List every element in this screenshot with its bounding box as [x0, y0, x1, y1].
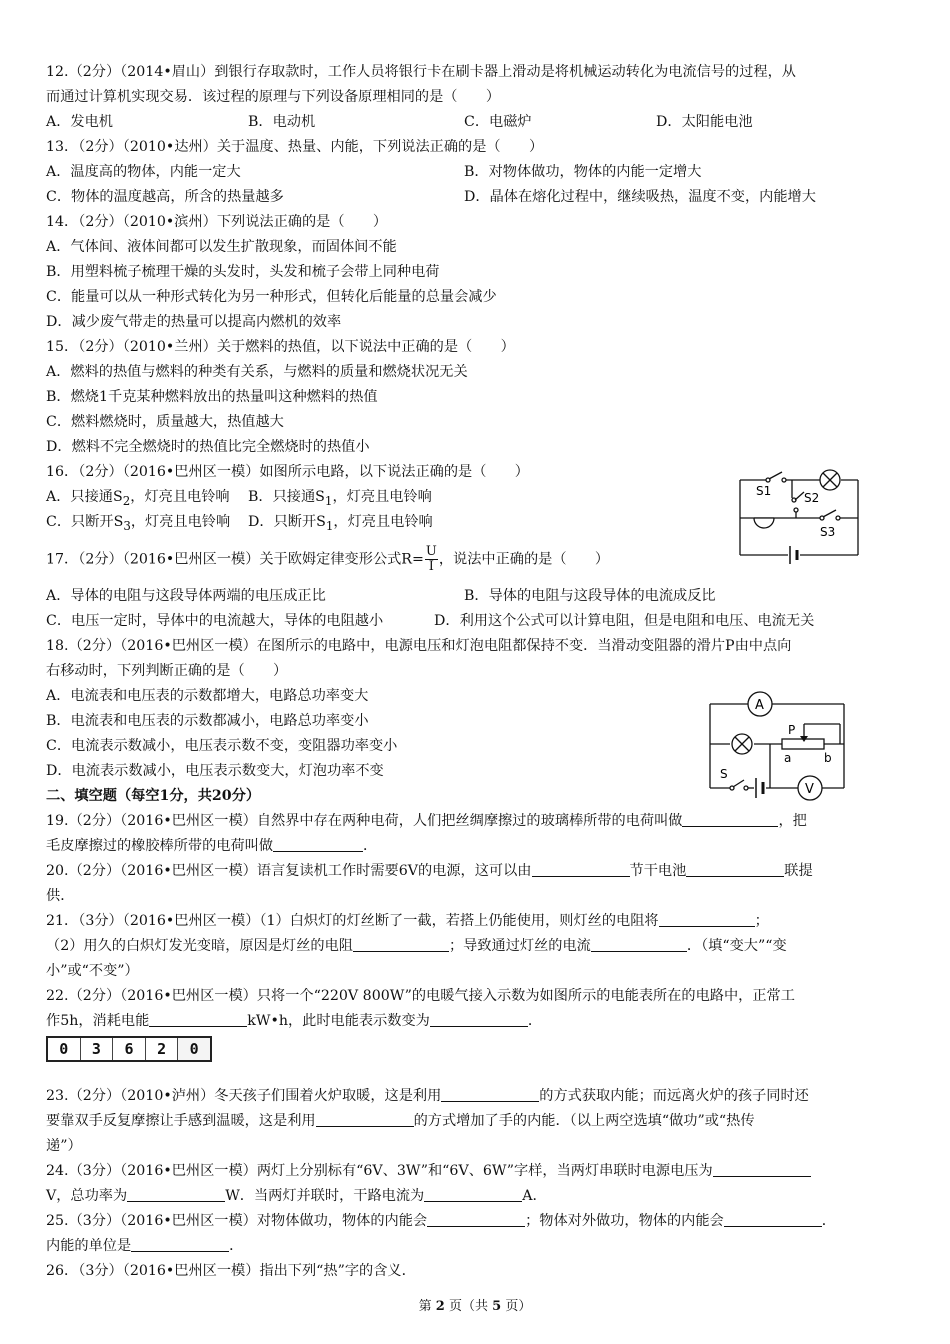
q18-option-c: C．电流表示数减小，电压表示数不变，变阻器功率变小: [46, 738, 398, 754]
q25-line2: 内能的单位是 ．: [46, 1238, 244, 1254]
q21-blank-2[interactable]: [353, 937, 449, 952]
q16-option-a: A．只接通$S_2$，灯亮且电铃响: [46, 489, 230, 508]
q14-option-d: D．减少废气带走的热量可以提高内燃机的效率: [46, 314, 342, 330]
q14-option-c: C．能量可以从一种形式转化为另一种形式，但转化后能量的总量会减少: [46, 289, 497, 305]
q12-option-d: D．太阳能电池: [656, 114, 753, 130]
q21-blank-1[interactable]: [659, 912, 755, 927]
q15-option-c: C．燃料燃烧时，质量越大，热值越大: [46, 414, 284, 430]
q12-stem-line2: 而通过计算机实现交易．该过程的原理与下列设备原理相同的是（ ）: [46, 89, 501, 105]
lamp-icon: [820, 470, 840, 490]
battery-icon: [790, 546, 797, 564]
voltmeter-icon: [798, 776, 822, 800]
q24-blank-1[interactable]: [713, 1162, 811, 1177]
meter-digit: 3: [81, 1038, 114, 1060]
q24-blank-2[interactable]: [127, 1187, 225, 1202]
q18-fig-label-s: S: [720, 767, 728, 781]
meter-digit-decimal: 0: [178, 1038, 210, 1060]
q23-line3: 递”）: [46, 1138, 82, 1154]
q23-blank-1[interactable]: [441, 1087, 539, 1102]
q15-option-a: A．燃料的热值与燃料的种类有关系，与燃料的质量和燃烧状况无关: [46, 364, 468, 380]
q24-blank-3[interactable]: [424, 1187, 522, 1202]
q15-stem: 15．（2分）（2010•兰州）关于燃料的热值，以下说法中正确的是（ ）: [46, 339, 515, 355]
q12-stem-line1: 12.（2分）（2014•眉山）到银行存取款时，工作人员将银行卡在刷卡器上滑动是将机械运动转化为电流信号的过程，从: [46, 64, 796, 80]
q18-circuit-diagram: [700, 686, 860, 804]
q26-stem: 26．（3分）（2016•巴州区一模）指出下列“热”字的含义．: [46, 1263, 416, 1279]
q13-option-b: B．对物体做功，物体的内能一定增大: [464, 164, 702, 180]
q24-line1: 24.（3分）（2016•巴州区一模）两灯上分别标有“6V、3W”和“6V、6W”字样，当两灯串联时电源电压为: [46, 1162, 811, 1180]
q15-option-b: B．燃烧1千克某种燃料放出的热量叫这种燃料的热值: [46, 389, 378, 405]
q21-line2: （2）用久的白炽灯发光变暗，原因是灯丝的电阻 ；导致通过灯丝的电流 ．（填“变大”“变: [46, 938, 787, 954]
q25-blank-3[interactable]: [131, 1237, 229, 1252]
q12-option-b: B．电动机: [248, 114, 316, 130]
q18-stem-line2: 右移动时，下列判断正确的是（ ）: [46, 663, 288, 679]
q19-blank-1[interactable]: [682, 812, 778, 827]
q18-fig-label-p: P: [788, 723, 796, 737]
q18-option-d: D．电流表示数减小，电压表示数变大，灯泡功率不变: [46, 763, 384, 779]
meter-digit: 6: [113, 1038, 146, 1060]
q13-stem: 13．（2分）（2010•达州）关于温度、热量、内能，下列说法正确的是（ ）: [46, 139, 544, 155]
q17-option-d: D．利用这个公式可以计算电阻，但是电阻和电压、电流无关: [434, 613, 815, 629]
q18-fig-label-a: a: [784, 751, 792, 765]
q21-line3: 小”或“不变”）: [46, 963, 139, 979]
svg-text:V: V: [805, 782, 814, 797]
q16-option-d: D．只断开$S_1$，灯亮且电铃响: [248, 514, 433, 533]
q14-option-b: B．用塑料梳子梳理干燥的头发时，头发和梳子会带上同种电荷: [46, 264, 440, 280]
ammeter-icon: [748, 692, 772, 716]
battery-icon: [756, 778, 763, 798]
q17-option-c: C．电压一定时，导体中的电流越大，导体的电阻越小: [46, 613, 384, 629]
q17-option-b: B．导体的电阻与这段导体的电流成反比: [464, 588, 716, 604]
q17-option-a: A．导体的电阻与这段导体两端的电压成正比: [46, 588, 326, 604]
q18-stem-line1: 18.（2分）（2016•巴州区一模）在图所示的电路中，电源电压和灯泡电阻都保持不变．当滑动变阻器的滑片P由中点向: [46, 638, 792, 654]
q18-fig-label-b: b: [824, 751, 832, 765]
q16-option-b: B．只接通$S_1$，灯亮且电铃响: [248, 489, 432, 508]
q16-fig-label-s1: S1: [756, 484, 772, 498]
q20-line1: 20.（2分）（2016•巴州区一模）语言复读机工作时需要6V的电源，这可以由 节干电池 联提: [46, 863, 813, 879]
q19-blank-2[interactable]: [273, 837, 363, 852]
q25-blank-1[interactable]: [427, 1212, 525, 1227]
q16-stem: 16．（2分）（2016•巴州区一模）如图所示电路，以下说法正确的是（ ）: [46, 464, 529, 480]
q18-option-a: A．电流表和电压表的示数都增大，电路总功率变大: [46, 688, 369, 704]
q14-option-a: A．气体间、液体间都可以发生扩散现象，而固体间不能: [46, 239, 397, 255]
q23-blank-2[interactable]: [316, 1112, 414, 1127]
bell-icon: [754, 518, 774, 528]
q22-line2: 作5h，消耗电能 kW•h，此时电能表示数变为 ．: [46, 1013, 543, 1029]
q19-line1: 19.（2分）（2016•巴州区一模）自然界中存在两种电荷，人们把丝绸摩擦过的玻璃棒所带的电荷叫做 ，把: [46, 813, 807, 829]
q13-option-a: A．温度高的物体，内能一定大: [46, 164, 241, 180]
electric-meter-display: [46, 1036, 212, 1062]
section-heading: 二、填空题（每空1分，共20分）: [46, 788, 261, 804]
q20-blank-1[interactable]: [532, 862, 630, 877]
q20-blank-2[interactable]: [686, 862, 784, 877]
lamp-icon: [732, 734, 752, 754]
q12-option-a: A．发电机: [46, 114, 113, 130]
q16-option-c: C．只断开$S_3$，灯亮且电铃响: [46, 514, 231, 533]
meter-digit: 2: [146, 1038, 179, 1060]
q16-fig-label-s3: S3: [820, 525, 836, 539]
q22-blank-2[interactable]: [430, 1012, 528, 1027]
q25-line1: 25.（3分）（2016•巴州区一模）对物体做功，物体的内能会 ；物体对外做功，物体的内能会 ．: [46, 1213, 836, 1229]
svg-text:A: A: [755, 698, 764, 713]
q22-line1: 22.（2分）（2016•巴州区一模）只将一个“220V 800W”的电暖气接入示数为如图所示的电能表所在的电路中，正常工: [46, 988, 795, 1004]
q21-line1: 21．（3分）（2016•巴州区一模）（1）白炽灯的灯丝断了一截，若搭上仍能使用，则灯丝的电阻将 ；: [46, 913, 769, 929]
meter-digit: 0: [48, 1038, 81, 1060]
q18-option-b: B．电流表和电压表的示数都减小，电路总功率变小: [46, 713, 369, 729]
page-footer: 第 2 页（共 5 页）: [418, 1299, 532, 1314]
q13-option-c: C．物体的温度越高，所含的热量越多: [46, 189, 284, 205]
q16-circuit-diagram: [730, 458, 870, 566]
q19-line2: 毛皮摩擦过的橡胶棒所带的电荷叫做 ．: [46, 838, 378, 854]
q20-line2: 供．: [46, 888, 75, 904]
q22-blank-1[interactable]: [149, 1012, 247, 1027]
q25-blank-2[interactable]: [724, 1212, 822, 1227]
q12-option-c: C．电磁炉: [464, 114, 532, 130]
q17-stem: 17．（2分）（2016•巴州区一模）关于欧姆定律变形公式R= $\frac{U}{I}$ ，说法中正确的是（ ）: [46, 544, 610, 574]
q24-line2: V，总功率为 W．当两灯并联时，干路电流为 A．: [46, 1188, 547, 1204]
q21-blank-3[interactable]: [591, 937, 687, 952]
q15-option-d: D．燃料不完全燃烧时的热值比完全燃烧时的热值小: [46, 439, 370, 455]
ohm-law-fraction: $\frac{U}{I}$: [425, 544, 437, 574]
q23-line1: 23.（2分）（2010•泸州）冬天孩子们围着火炉取暖，这是利用 的方式获取内能；而远离火炉的孩子同时还: [46, 1088, 809, 1104]
q23-line2: 要靠双手反复摩擦让手感到温暖，这是利用 的方式增加了手的内能．（以上两空选填“做功”或“热传: [46, 1113, 755, 1129]
q13-option-d: D．晶体在熔化过程中，继续吸热，温度不变，内能增大: [464, 189, 816, 205]
q16-fig-label-s2: S2: [804, 491, 820, 505]
q14-stem: 14．（2分）（2010•滨州）下列说法正确的是（ ）: [46, 214, 388, 230]
